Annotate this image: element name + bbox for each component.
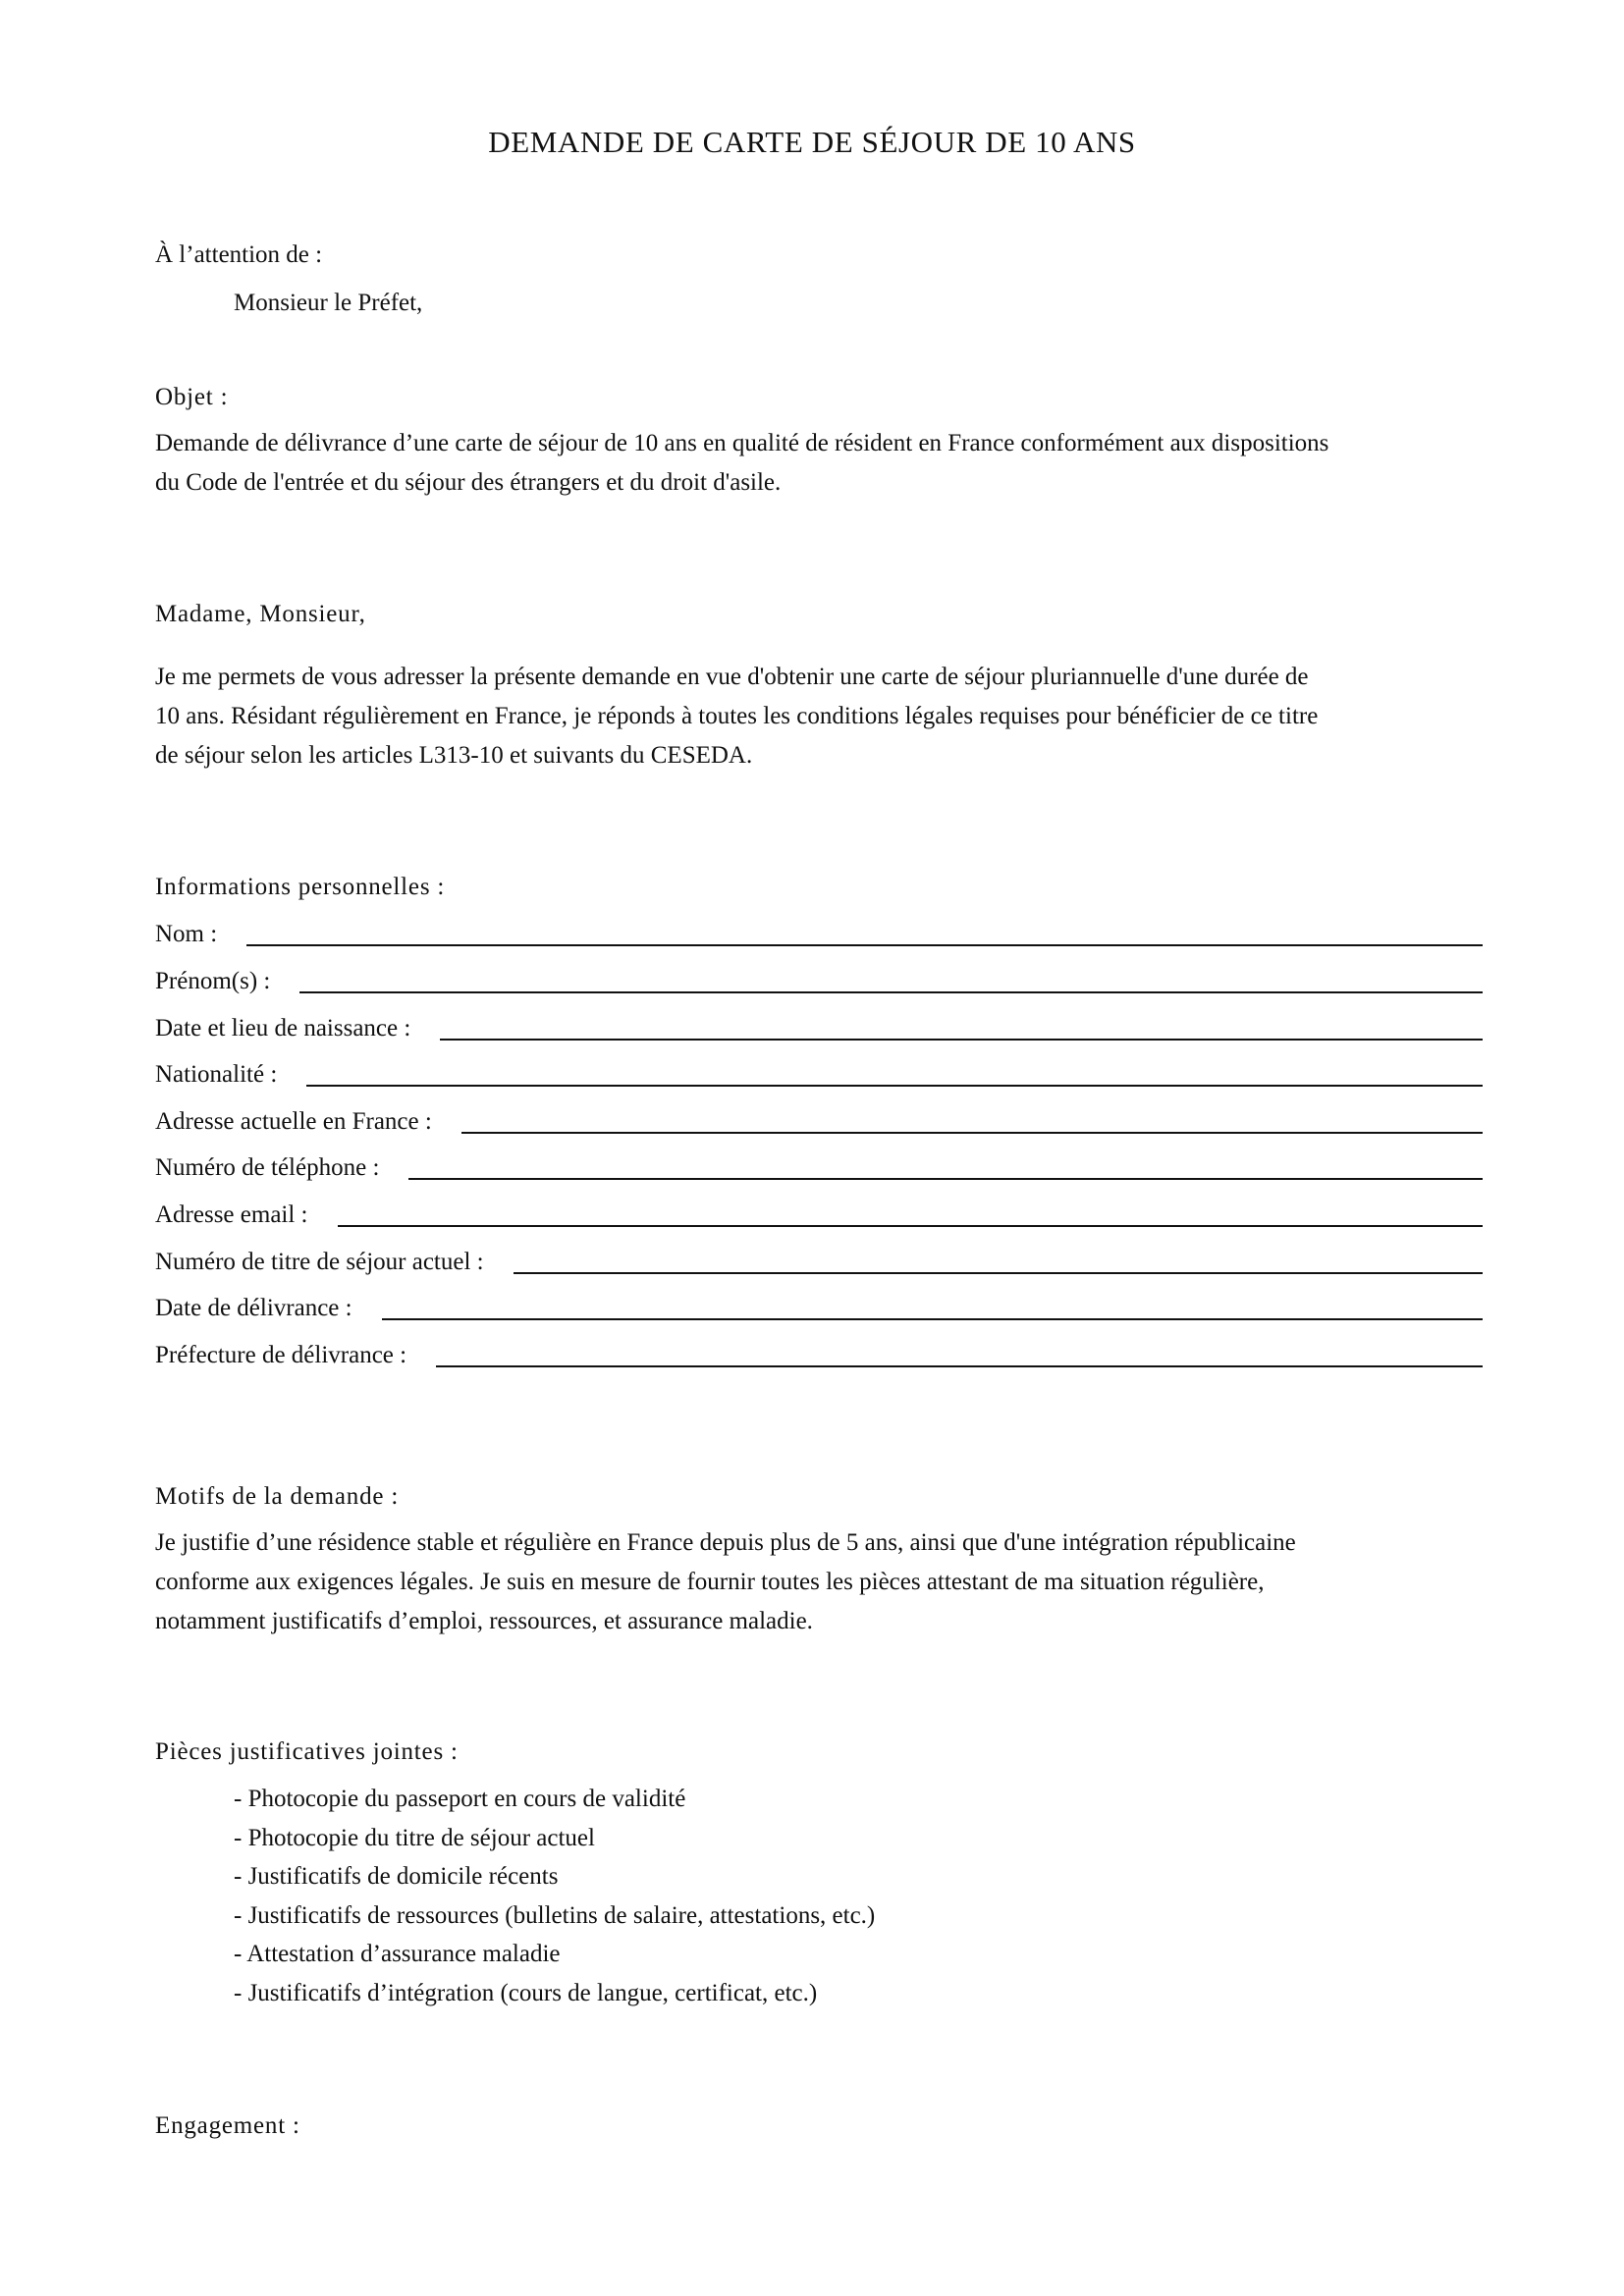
list-item: - Photocopie du passeport en cours de validité <box>234 1786 686 1812</box>
intro-line: 10 ans. Résidant régulièrement en France, je réponds à toutes les conditions légales requises pour bénéficier de ce titre <box>155 703 1319 729</box>
field-prenoms[interactable] <box>155 962 1483 1001</box>
recipient: Monsieur le Préfet, <box>234 290 423 316</box>
objet-line: du Code de l'entrée et du séjour des étrangers et du droit d'asile. <box>155 469 782 496</box>
fill-line[interactable] <box>440 1039 1483 1041</box>
field-label: Numéro de titre de séjour actuel : <box>155 1249 484 1275</box>
fill-line[interactable] <box>299 991 1483 993</box>
pieces-label: Pièces justificatives jointes : <box>155 1738 459 1765</box>
engagement-label: Engagement : <box>155 2112 300 2139</box>
fill-line[interactable] <box>408 1178 1483 1180</box>
fill-line[interactable] <box>338 1225 1483 1227</box>
list-item: - Justificatifs de ressources (bulletins de salaire, attestations, etc.) <box>234 1901 876 1929</box>
intro-line: Je me permets de vous adresser la présente demande en vue d'obtenir une carte de séjour pluriannuelle d'une durée de <box>155 664 1309 690</box>
fill-line[interactable] <box>514 1272 1483 1274</box>
field-adresse-france[interactable] <box>155 1102 1483 1142</box>
objet-line: Demande de délivrance d’une carte de séjour de 10 ans en qualité de résident en France conformément aux dispositions <box>155 430 1329 456</box>
objet-label: Objet : <box>155 384 229 410</box>
list-item: - Photocopie du titre de séjour actuel <box>234 1824 595 1851</box>
field-nom[interactable] <box>155 915 1483 954</box>
field-telephone[interactable] <box>155 1148 1483 1188</box>
document-title: DEMANDE DE CARTE DE SÉJOUR DE 10 ANS <box>488 125 1136 159</box>
fill-line[interactable] <box>306 1085 1483 1087</box>
field-label: Adresse actuelle en France : <box>155 1108 432 1135</box>
field-label: Nationalité : <box>155 1061 278 1088</box>
motifs-line: Je justifie d’une résidence stable et régulière en France depuis plus de 5 ans, ainsi que d'une intégration républicaine <box>155 1529 1296 1556</box>
objet-paragraph <box>155 424 1490 503</box>
list-item: - Justificatifs de domicile récents <box>234 1863 559 1891</box>
intro-paragraph <box>155 658 1490 775</box>
motifs-line: notamment justificatifs d’emploi, ressources, et assurance maladie. <box>155 1608 813 1634</box>
field-label: Date de délivrance : <box>155 1295 352 1321</box>
field-date-delivrance[interactable] <box>155 1289 1483 1328</box>
list-item: - Attestation d’assurance maladie <box>234 1941 561 1968</box>
field-prefecture-delivrance[interactable] <box>155 1336 1483 1375</box>
intro-line: de séjour selon les articles L313-10 et suivants du CESEDA. <box>155 742 753 769</box>
list-item: - Justificatifs d’intégration (cours de langue, certificat, etc.) <box>234 1979 818 2006</box>
field-nationalite[interactable] <box>155 1055 1483 1095</box>
fill-line[interactable] <box>461 1132 1483 1134</box>
motifs-paragraph <box>155 1523 1490 1641</box>
fill-line[interactable] <box>436 1365 1483 1367</box>
field-label: Prénom(s) : <box>155 968 271 994</box>
motifs-line: conforme aux exigences légales. Je suis en mesure de fournir toutes les pièces attestant de ma situation régulière, <box>155 1569 1265 1595</box>
motifs-label: Motifs de la demande : <box>155 1483 400 1510</box>
field-label: Nom : <box>155 921 218 947</box>
field-label: Date et lieu de naissance : <box>155 1015 411 1041</box>
pieces-list <box>234 1780 875 2013</box>
field-numero-titre-sejour[interactable] <box>155 1243 1483 1282</box>
field-label: Préfecture de délivrance : <box>155 1342 407 1368</box>
field-email[interactable] <box>155 1196 1483 1235</box>
field-date-lieu-naissance[interactable] <box>155 1009 1483 1048</box>
personal-info-label: Informations personnelles : <box>155 874 446 900</box>
field-label: Numéro de téléphone : <box>155 1154 380 1181</box>
fill-line[interactable] <box>246 944 1483 946</box>
fill-line[interactable] <box>382 1318 1483 1320</box>
field-label: Adresse email : <box>155 1201 308 1228</box>
salutation: Madame, Monsieur, <box>155 601 366 627</box>
attention-label: À l’attention de : <box>155 241 323 268</box>
